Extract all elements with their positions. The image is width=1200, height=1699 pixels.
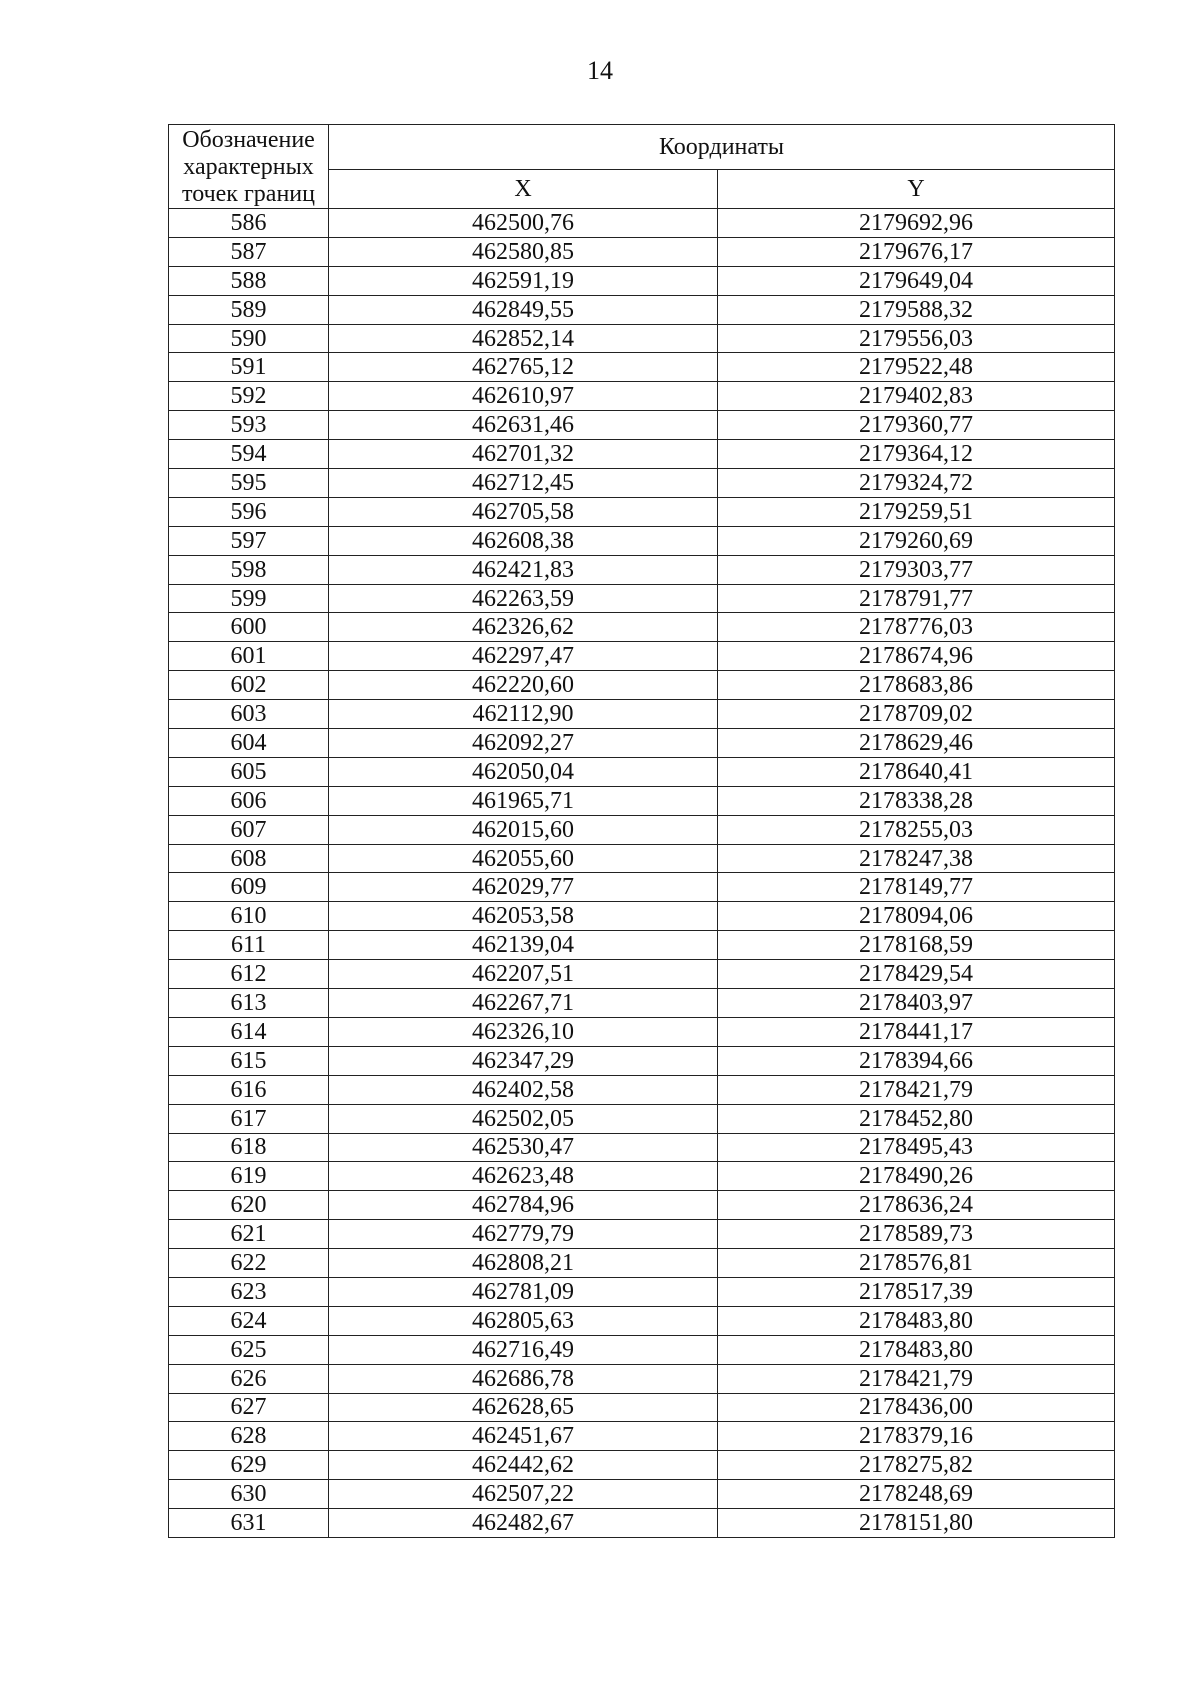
x-coordinate-cell: 462779,79 [329,1220,718,1249]
point-id-cell: 594 [169,440,329,469]
x-coordinate-cell: 462852,14 [329,324,718,353]
x-coordinate-cell: 462326,10 [329,1017,718,1046]
y-coordinate-cell: 2178483,80 [718,1306,1115,1335]
table-row [169,1249,1115,1278]
x-coordinate-cell: 461965,71 [329,786,718,815]
table-row [169,1220,1115,1249]
table-row [169,1104,1115,1133]
y-coordinate-cell: 2178441,17 [718,1017,1115,1046]
table-row [169,209,1115,238]
y-coordinate-cell: 2178709,02 [718,700,1115,729]
point-id-cell: 595 [169,469,329,498]
x-coordinate-cell: 462686,78 [329,1364,718,1393]
point-id-cell: 592 [169,382,329,411]
table-row [169,382,1115,411]
y-coordinate-cell: 2178436,00 [718,1393,1115,1422]
table-row [169,700,1115,729]
x-coordinate-cell: 462849,55 [329,295,718,324]
x-coordinate-cell: 462263,59 [329,584,718,613]
y-coordinate-cell: 2179402,83 [718,382,1115,411]
y-coordinate-cell: 2179360,77 [718,411,1115,440]
x-header: X [329,170,718,209]
x-coordinate-cell: 462112,90 [329,700,718,729]
y-coordinate-cell: 2178517,39 [718,1277,1115,1306]
point-id-cell: 591 [169,353,329,382]
x-coordinate-cell: 462701,32 [329,440,718,469]
x-coordinate-cell: 462207,51 [329,960,718,989]
table-row [169,844,1115,873]
table-row [169,266,1115,295]
point-id-cell: 611 [169,931,329,960]
x-coordinate-cell: 462053,58 [329,902,718,931]
table-row [169,469,1115,498]
table-row [169,1277,1115,1306]
x-coordinate-cell: 462610,97 [329,382,718,411]
point-id-cell: 590 [169,324,329,353]
point-id-cell: 619 [169,1162,329,1191]
table-row [169,555,1115,584]
x-coordinate-cell: 462608,38 [329,526,718,555]
point-id-cell: 599 [169,584,329,613]
point-id-cell: 586 [169,209,329,238]
x-coordinate-cell: 462705,58 [329,497,718,526]
y-coordinate-cell: 2178490,26 [718,1162,1115,1191]
table-row [169,613,1115,642]
x-coordinate-cell: 462500,76 [329,209,718,238]
x-coordinate-cell: 462502,05 [329,1104,718,1133]
y-coordinate-cell: 2178168,59 [718,931,1115,960]
y-coordinate-cell: 2179692,96 [718,209,1115,238]
x-coordinate-cell: 462421,83 [329,555,718,584]
table-row [169,642,1115,671]
table-row [169,1306,1115,1335]
y-coordinate-cell: 2179364,12 [718,440,1115,469]
x-coordinate-cell: 462220,60 [329,671,718,700]
coordinates-header: Координаты [329,125,1115,170]
table-row [169,757,1115,786]
y-coordinate-cell: 2179676,17 [718,237,1115,266]
table-row [169,411,1115,440]
y-coordinate-cell: 2178576,81 [718,1249,1115,1278]
table-row [169,671,1115,700]
point-id-cell: 625 [169,1335,329,1364]
table-row [169,1075,1115,1104]
x-coordinate-cell: 462442,62 [329,1451,718,1480]
point-id-cell: 597 [169,526,329,555]
table-row [169,497,1115,526]
table-row [169,237,1115,266]
point-id-cell: 631 [169,1509,329,1538]
y-header: Y [718,170,1115,209]
table-row [169,815,1115,844]
point-id-cell: 621 [169,1220,329,1249]
y-coordinate-cell: 2178151,80 [718,1509,1115,1538]
table-row [169,1509,1115,1538]
point-id-cell: 620 [169,1191,329,1220]
y-coordinate-cell: 2178683,86 [718,671,1115,700]
y-coordinate-cell: 2178589,73 [718,1220,1115,1249]
point-id-cell: 618 [169,1133,329,1162]
y-coordinate-cell: 2178495,43 [718,1133,1115,1162]
table-row [169,873,1115,902]
y-coordinate-cell: 2178275,82 [718,1451,1115,1480]
point-id-cell: 624 [169,1306,329,1335]
point-id-cell: 613 [169,989,329,1018]
x-coordinate-cell: 462347,29 [329,1046,718,1075]
table-body [169,209,1115,1538]
x-coordinate-cell: 462451,67 [329,1422,718,1451]
point-id-cell: 601 [169,642,329,671]
y-coordinate-cell: 2178394,66 [718,1046,1115,1075]
point-id-cell: 615 [169,1046,329,1075]
x-coordinate-cell: 462139,04 [329,931,718,960]
point-designation-header: Обозначение характерных точек границ [169,125,329,209]
point-id-cell: 627 [169,1393,329,1422]
point-id-cell: 600 [169,613,329,642]
x-coordinate-cell: 462712,45 [329,469,718,498]
point-id-cell: 628 [169,1422,329,1451]
y-coordinate-cell: 2178429,54 [718,960,1115,989]
point-id-cell: 598 [169,555,329,584]
point-id-cell: 617 [169,1104,329,1133]
y-coordinate-cell: 2178094,06 [718,902,1115,931]
y-coordinate-cell: 2179522,48 [718,353,1115,382]
table-header [169,125,1115,209]
y-coordinate-cell: 2179556,03 [718,324,1115,353]
point-id-cell: 607 [169,815,329,844]
x-coordinate-cell: 462530,47 [329,1133,718,1162]
x-coordinate-cell: 462482,67 [329,1509,718,1538]
y-coordinate-cell: 2179324,72 [718,469,1115,498]
table-row [169,1133,1115,1162]
y-coordinate-cell: 2178776,03 [718,613,1115,642]
x-coordinate-cell: 462092,27 [329,729,718,758]
y-coordinate-cell: 2178403,97 [718,989,1115,1018]
x-coordinate-cell: 462507,22 [329,1480,718,1509]
point-id-cell: 623 [169,1277,329,1306]
x-coordinate-cell: 462805,63 [329,1306,718,1335]
table-row [169,1451,1115,1480]
table-row [169,584,1115,613]
point-id-cell: 602 [169,671,329,700]
point-id-cell: 603 [169,700,329,729]
point-id-cell: 614 [169,1017,329,1046]
point-id-cell: 610 [169,902,329,931]
y-coordinate-cell: 2179649,04 [718,266,1115,295]
y-coordinate-cell: 2178149,77 [718,873,1115,902]
point-id-cell: 605 [169,757,329,786]
y-coordinate-cell: 2178247,38 [718,844,1115,873]
table-row [169,440,1115,469]
point-id-cell: 629 [169,1451,329,1480]
x-coordinate-cell: 462781,09 [329,1277,718,1306]
point-id-cell: 588 [169,266,329,295]
point-id-cell: 609 [169,873,329,902]
y-coordinate-cell: 2178248,69 [718,1480,1115,1509]
x-coordinate-cell: 462628,65 [329,1393,718,1422]
y-coordinate-cell: 2178674,96 [718,642,1115,671]
coordinates-table [168,124,1115,1538]
y-coordinate-cell: 2178452,80 [718,1104,1115,1133]
table-row [169,353,1115,382]
table-row [169,1393,1115,1422]
point-id-cell: 596 [169,497,329,526]
table-row [169,1480,1115,1509]
x-coordinate-cell: 462580,85 [329,237,718,266]
x-coordinate-cell: 462591,19 [329,266,718,295]
page-number: 14 [587,56,613,85]
table-row [169,295,1115,324]
table-row [169,902,1115,931]
y-coordinate-cell: 2178791,77 [718,584,1115,613]
x-coordinate-cell: 462297,47 [329,642,718,671]
x-coordinate-cell: 462716,49 [329,1335,718,1364]
y-coordinate-cell: 2178636,24 [718,1191,1115,1220]
table-row [169,1364,1115,1393]
y-coordinate-cell: 2178483,80 [718,1335,1115,1364]
table-row [169,931,1115,960]
table-row [169,1162,1115,1191]
table-row [169,1046,1115,1075]
x-coordinate-cell: 462029,77 [329,873,718,902]
y-coordinate-cell: 2179588,32 [718,295,1115,324]
table-row [169,960,1115,989]
point-id-cell: 612 [169,960,329,989]
point-id-cell: 630 [169,1480,329,1509]
x-coordinate-cell: 462631,46 [329,411,718,440]
y-coordinate-cell: 2178640,41 [718,757,1115,786]
table-row [169,1191,1115,1220]
x-coordinate-cell: 462326,62 [329,613,718,642]
y-coordinate-cell: 2178629,46 [718,729,1115,758]
x-coordinate-cell: 462015,60 [329,815,718,844]
table-row [169,1335,1115,1364]
table-row [169,989,1115,1018]
point-id-cell: 622 [169,1249,329,1278]
table-row [169,1422,1115,1451]
y-coordinate-cell: 2178338,28 [718,786,1115,815]
point-id-cell: 587 [169,237,329,266]
y-coordinate-cell: 2178421,79 [718,1364,1115,1393]
table-row [169,1017,1115,1046]
x-coordinate-cell: 462050,04 [329,757,718,786]
point-id-cell: 626 [169,1364,329,1393]
point-id-cell: 589 [169,295,329,324]
y-coordinate-cell: 2179259,51 [718,497,1115,526]
table-row [169,526,1115,555]
x-coordinate-cell: 462055,60 [329,844,718,873]
x-coordinate-cell: 462808,21 [329,1249,718,1278]
table-row [169,729,1115,758]
y-coordinate-cell: 2179260,69 [718,526,1115,555]
y-coordinate-cell: 2178421,79 [718,1075,1115,1104]
y-coordinate-cell: 2178379,16 [718,1422,1115,1451]
point-id-cell: 593 [169,411,329,440]
point-id-cell: 606 [169,786,329,815]
y-coordinate-cell: 2179303,77 [718,555,1115,584]
y-coordinate-cell: 2178255,03 [718,815,1115,844]
table-row [169,786,1115,815]
x-coordinate-cell: 462623,48 [329,1162,718,1191]
point-id-cell: 608 [169,844,329,873]
x-coordinate-cell: 462765,12 [329,353,718,382]
point-id-cell: 604 [169,729,329,758]
x-coordinate-cell: 462784,96 [329,1191,718,1220]
x-coordinate-cell: 462267,71 [329,989,718,1018]
point-id-cell: 616 [169,1075,329,1104]
x-coordinate-cell: 462402,58 [329,1075,718,1104]
table-row [169,324,1115,353]
